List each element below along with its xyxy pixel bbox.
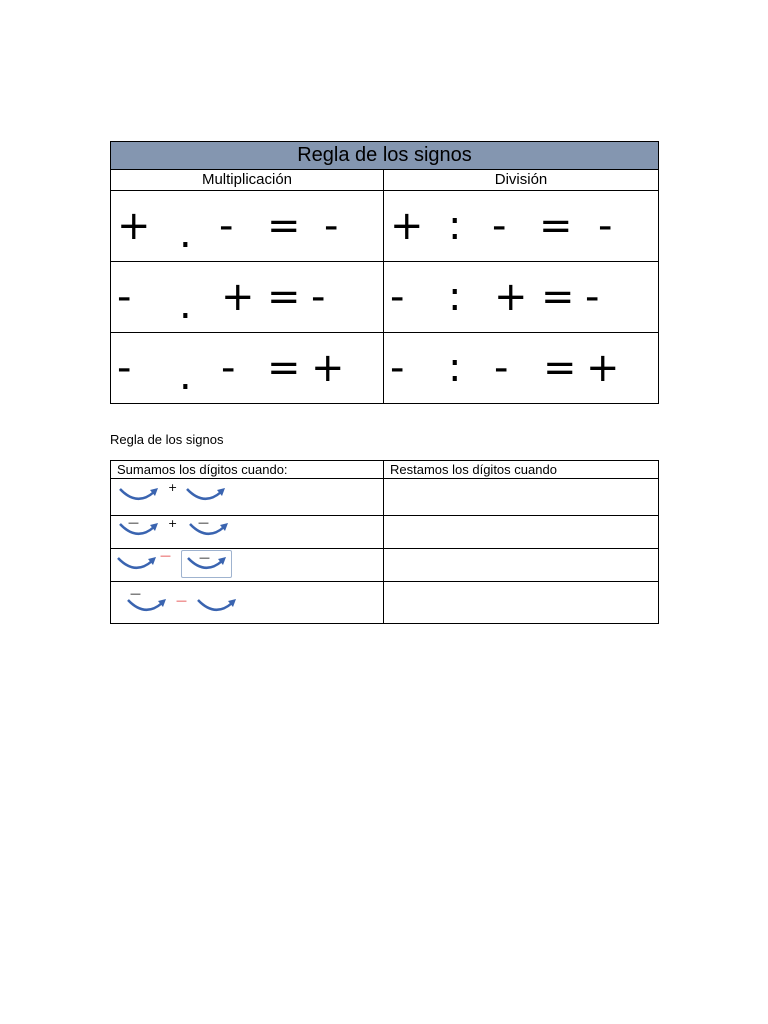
result-symbol: + bbox=[311, 345, 345, 391]
subtract-rule-row-3 bbox=[384, 549, 659, 582]
result-symbol: - bbox=[598, 203, 613, 249]
minus-sign: — bbox=[130, 587, 141, 600]
section-caption: Regla de los signos bbox=[110, 432, 224, 447]
equals-symbol: = bbox=[543, 345, 577, 391]
sign-symbol: + bbox=[390, 203, 424, 249]
div-rule-row-1 bbox=[384, 191, 659, 262]
sum-rule-row-2 bbox=[111, 516, 384, 549]
sign-symbol: + bbox=[494, 274, 528, 320]
operator-symbol: . bbox=[179, 282, 192, 328]
sign-symbol: - bbox=[494, 345, 509, 391]
operator-symbol: : bbox=[448, 274, 462, 320]
sign-symbol: - bbox=[219, 203, 234, 249]
digits-rule-table bbox=[110, 460, 659, 624]
sign-symbol: - bbox=[221, 345, 236, 391]
column-header-division: División bbox=[384, 170, 659, 191]
curved-arrow-icon bbox=[117, 520, 161, 540]
table-title: Regla de los signos bbox=[111, 142, 659, 170]
div-rule-row-3 bbox=[384, 333, 659, 404]
operator-symbol: — bbox=[160, 549, 171, 562]
sign-symbol: + bbox=[221, 274, 255, 320]
curved-arrow-icon bbox=[195, 596, 239, 616]
sign-symbol: - bbox=[117, 274, 132, 320]
result-symbol: - bbox=[324, 203, 339, 249]
mult-rule-row-3 bbox=[111, 333, 384, 404]
mult-rule-row-1 bbox=[111, 191, 384, 262]
subtract-rule-row-1 bbox=[384, 479, 659, 516]
sum-rule-row-3 bbox=[111, 549, 384, 582]
minus-sign: — bbox=[128, 516, 139, 529]
equals-symbol: = bbox=[539, 203, 573, 249]
curved-arrow-icon bbox=[117, 485, 161, 505]
equals-symbol: = bbox=[267, 345, 301, 391]
column-header-restamos: Restamos los dígitos cuando bbox=[384, 461, 659, 479]
column-header-multiplication: Multiplicación bbox=[111, 170, 384, 191]
curved-arrow-icon bbox=[184, 485, 228, 505]
mult-rule-row-2 bbox=[111, 262, 384, 333]
sum-rule-row-1 bbox=[111, 479, 384, 516]
operator-symbol: — bbox=[176, 594, 187, 607]
sign-symbol: - bbox=[117, 345, 132, 391]
operator-symbol: + bbox=[168, 481, 178, 494]
sign-symbol: - bbox=[390, 345, 405, 391]
operator-symbol: + bbox=[168, 517, 178, 530]
sign-symbol: - bbox=[492, 203, 507, 249]
operator-symbol: : bbox=[448, 345, 462, 391]
subtract-rule-row-4 bbox=[384, 582, 659, 624]
signs-rule-table bbox=[110, 141, 659, 404]
equals-symbol: = bbox=[541, 274, 575, 320]
equals-symbol: = bbox=[267, 203, 301, 249]
curved-arrow-icon bbox=[187, 520, 231, 540]
curved-arrow-icon bbox=[185, 551, 229, 574]
curved-arrow-icon bbox=[115, 554, 159, 574]
equals-symbol: = bbox=[267, 274, 301, 320]
minus-sign: — bbox=[199, 551, 210, 564]
curved-arrow-icon bbox=[125, 596, 169, 616]
result-symbol: + bbox=[586, 345, 620, 391]
operator-symbol: : bbox=[448, 203, 462, 249]
minus-sign: — bbox=[198, 516, 209, 529]
sum-rule-row-4 bbox=[111, 582, 384, 624]
div-rule-row-2 bbox=[384, 262, 659, 333]
sign-symbol: + bbox=[117, 203, 151, 249]
result-symbol: - bbox=[585, 274, 600, 320]
result-symbol: - bbox=[311, 274, 326, 320]
column-header-sumamos: Sumamos los dígitos cuando: bbox=[111, 461, 384, 479]
operator-symbol: . bbox=[179, 353, 192, 399]
operator-symbol: . bbox=[179, 211, 192, 257]
subtract-rule-row-2 bbox=[384, 516, 659, 549]
sign-symbol: - bbox=[390, 274, 405, 320]
